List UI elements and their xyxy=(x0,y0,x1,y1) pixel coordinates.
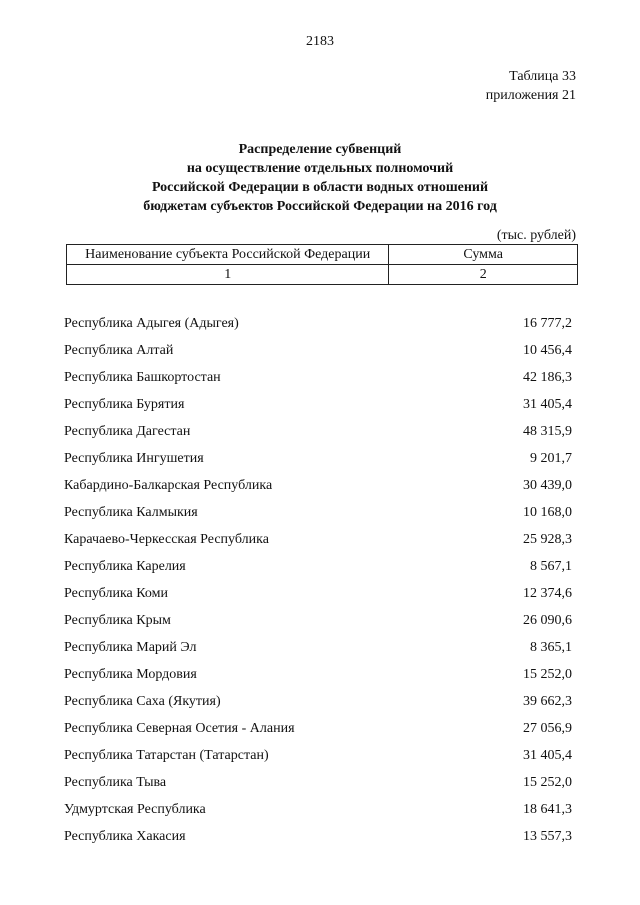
table-row xyxy=(64,368,572,395)
region-name: Республика Хакасия xyxy=(64,829,186,844)
region-name: Республика Коми xyxy=(64,586,168,601)
table-row xyxy=(64,719,572,746)
subvention-amount: 42 186,3 xyxy=(523,370,572,385)
region-name: Республика Дагестан xyxy=(64,424,191,439)
table-row xyxy=(64,827,572,854)
title-line: бюджетам субъектов Российской Федерации на 2016 год xyxy=(143,199,497,214)
unit-label: (тыс. рублей) xyxy=(496,228,576,243)
region-name: Карачаево-Черкесская Республика xyxy=(64,532,269,547)
table-row xyxy=(64,395,572,422)
table-row xyxy=(64,557,572,584)
column-header-name: Наименование субъекта Российской Федерации xyxy=(67,245,389,265)
table-row xyxy=(64,692,572,719)
table-row xyxy=(64,800,572,827)
region-name: Республика Татарстан (Татарстан) xyxy=(64,748,269,763)
subvention-amount: 8 567,1 xyxy=(530,559,572,574)
table-row xyxy=(64,476,572,503)
subvention-amount: 10 456,4 xyxy=(523,343,572,358)
header-number-row xyxy=(67,265,578,285)
table-row xyxy=(64,746,572,773)
subvention-amount: 15 252,0 xyxy=(523,667,572,682)
table-row xyxy=(64,773,572,800)
title-line: на осуществление отдельных полномочий xyxy=(186,161,454,176)
subvention-amount: 26 090,6 xyxy=(523,613,572,628)
table-row xyxy=(64,584,572,611)
subvention-amount: 39 662,3 xyxy=(523,694,572,709)
region-name: Республика Крым xyxy=(64,613,171,628)
subvention-amount: 48 315,9 xyxy=(523,424,572,439)
subvention-amount: 9 201,7 xyxy=(530,451,572,466)
title-line: Российской Федерации в области водных отношений xyxy=(151,180,489,195)
subvention-amount: 30 439,0 xyxy=(523,478,572,493)
table-row xyxy=(64,341,572,368)
table-row xyxy=(64,638,572,665)
region-name: Республика Саха (Якутия) xyxy=(64,694,221,709)
region-name: Республика Марий Эл xyxy=(64,640,197,655)
subvention-amount: 25 928,3 xyxy=(523,532,572,547)
table-body xyxy=(64,314,572,854)
table-number: Таблица 33 xyxy=(509,69,576,84)
region-name: Республика Бурятия xyxy=(64,397,185,412)
region-name: Республика Башкортостан xyxy=(64,370,221,385)
table-row xyxy=(64,314,572,341)
page-number: 2183 xyxy=(306,34,334,49)
subvention-amount: 15 252,0 xyxy=(523,775,572,790)
subvention-amount: 31 405,4 xyxy=(523,748,572,763)
region-name: Республика Ингушетия xyxy=(64,451,204,466)
subvention-amount: 13 557,3 xyxy=(523,829,572,844)
region-name: Кабардино-Балкарская Республика xyxy=(64,478,273,493)
appendix-reference: приложения 21 xyxy=(485,88,576,103)
document-title xyxy=(0,140,640,216)
region-name: Республика Калмыкия xyxy=(64,505,198,520)
subvention-amount: 31 405,4 xyxy=(523,397,572,412)
region-name: Республика Тыва xyxy=(64,775,167,790)
subvention-amount: 16 777,2 xyxy=(523,316,572,331)
header-row xyxy=(67,245,578,265)
table-row xyxy=(64,449,572,476)
table-row xyxy=(64,611,572,638)
region-name: Республика Алтай xyxy=(64,343,174,358)
subvention-amount: 12 374,6 xyxy=(523,586,572,601)
table-reference xyxy=(486,67,576,105)
region-name: Республика Карелия xyxy=(64,559,186,574)
region-name: Республика Мордовия xyxy=(64,667,197,682)
region-name: Удмуртская Республика xyxy=(64,802,206,817)
subvention-amount: 27 056,9 xyxy=(523,721,572,736)
region-name: Республика Адыгея (Адыгея) xyxy=(64,316,239,331)
table-row xyxy=(64,530,572,557)
region-name: Республика Северная Осетия - Алания xyxy=(64,721,295,736)
column-number-2: 2 xyxy=(389,265,578,285)
subvention-amount: 18 641,3 xyxy=(523,802,572,817)
table-row xyxy=(64,503,572,530)
title-line: Распределение субвенций xyxy=(238,142,402,157)
table-header xyxy=(66,244,578,285)
column-header-sum: Сумма xyxy=(389,245,578,265)
table-row xyxy=(64,422,572,449)
subvention-amount: 8 365,1 xyxy=(530,640,572,655)
column-number-1: 1 xyxy=(67,265,389,285)
subvention-amount: 10 168,0 xyxy=(523,505,572,520)
table-row xyxy=(64,665,572,692)
